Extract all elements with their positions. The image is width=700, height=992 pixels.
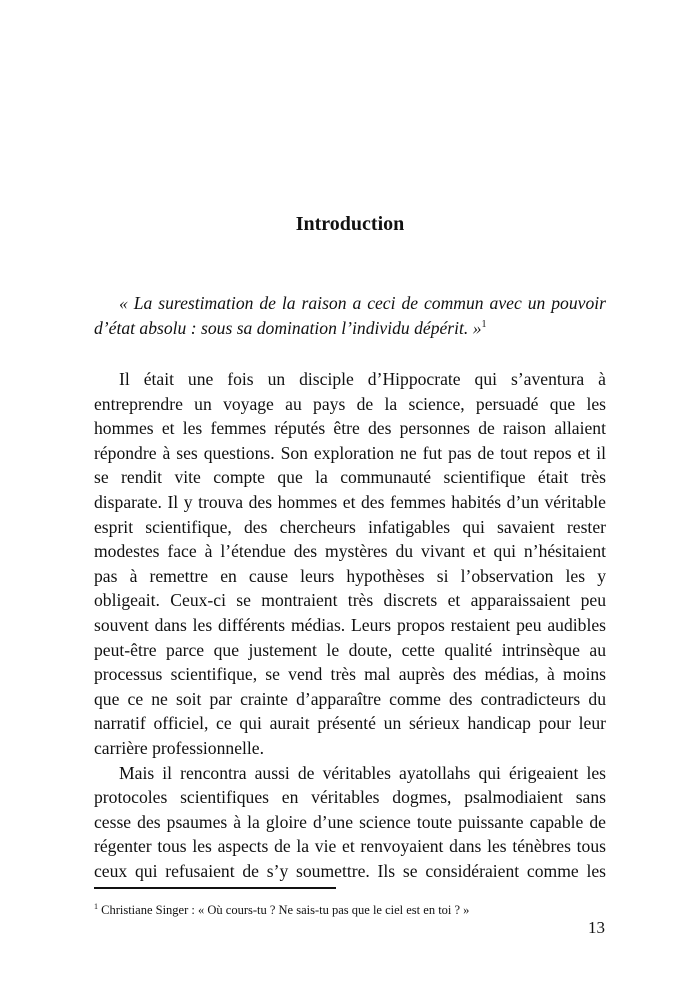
text-line: esprit scientifique, des chercheurs infatigables qui savaient rester	[94, 516, 606, 537]
text-line: entreprendre un voyage au pays de la science, persuadé que les	[94, 393, 606, 414]
body-text	[94, 367, 606, 883]
text-line: peut-être parce que justement le doute, cette qualité intrinsèque au	[94, 639, 606, 660]
text-line: ceux qui refusaient de s’y soumettre. Ils se considéraient comme les	[94, 860, 606, 881]
text-line: pas à remettre en cause leurs hypothèses si l’observation les y	[94, 565, 606, 586]
footnote-text: Christiane Singer : « Où cours-tu ? Ne sais-tu pas que le ciel est en toi ? »	[101, 903, 470, 917]
text-line: se rendit vite compte que la communauté scientifique était très	[94, 467, 606, 488]
page-number: 13	[588, 918, 605, 937]
epigraph-line	[94, 316, 606, 341]
text-line: que ce ne soit par crainte d’apparaître comme des contradicteurs du	[94, 688, 606, 709]
text-line: modestes face à l’étendue des mystères du vivant et qui n’hésitaient	[94, 541, 606, 562]
text-line: narratif officiel, ce qui aurait présenté un sérieux handicap pour leur	[94, 713, 606, 734]
footnote-reference[interactable]: 1	[481, 318, 487, 330]
epigraph	[94, 291, 606, 340]
text-line: processus scientifique, se vend très mal auprès des médias, à moins	[94, 664, 606, 685]
epigraph-line-text: d’état absolu : sous sa domination l’individu dépérit. »	[94, 317, 482, 338]
text-line: protocoles scientifiques en véritables dogmes, psalmodiaient sans	[94, 787, 606, 808]
text-line: répondre à ses questions. Son exploration ne fut pas de tout repos et il	[94, 442, 606, 463]
text-line: obligeait. Ceux-ci se montraient très discrets et apparaissaient peu	[94, 590, 606, 611]
footnote	[94, 902, 469, 918]
text-line: régenter tous les aspects de la vie et renvoyaient dans les ténèbres tous	[94, 836, 606, 857]
text-line: Mais il rencontra aussi de véritables ayatollahs qui érigeaient les	[119, 762, 606, 783]
text-line: cesse des psaumes à la gloire d’une science toute puissante capable de	[94, 811, 606, 832]
footnote-number: 1	[94, 902, 98, 911]
text-line: souvent dans les différents médias. Leurs propos restaient peu audibles	[94, 614, 606, 635]
text-line: carrière professionnelle.	[94, 737, 264, 758]
text-line: Il était une fois un disciple d’Hippocrate qui s’aventura à	[119, 369, 606, 389]
footnote-separator	[94, 887, 336, 889]
epigraph-line: « La surestimation de la raison a ceci de commun avec un pouvoir	[119, 293, 606, 313]
text-line: disparate. Il y trouva des hommes et des femmes habités d’un véritable	[94, 491, 606, 512]
text-line: hommes et les femmes réputés être des personnes de raison allaient	[94, 418, 606, 439]
chapter-title: Introduction	[295, 213, 405, 236]
